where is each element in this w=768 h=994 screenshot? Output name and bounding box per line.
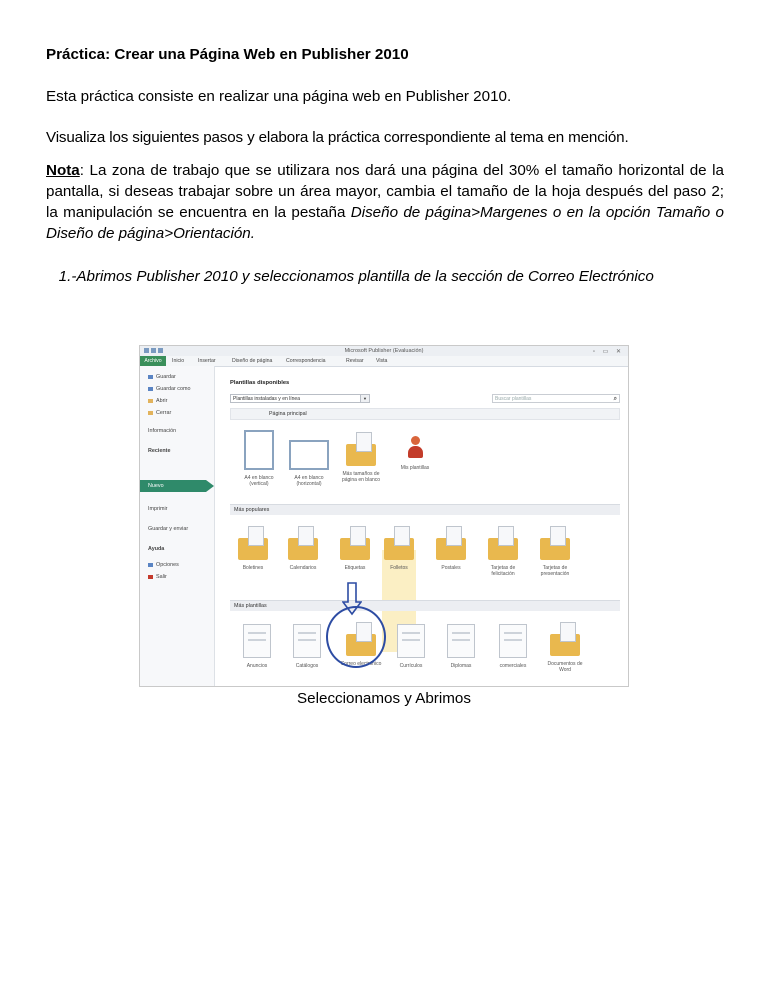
folder-icon bbox=[346, 444, 376, 466]
publisher-screenshot bbox=[139, 345, 629, 687]
intro-paragraph: Esta práctica consiste en realizar una página web en Publisher 2010. bbox=[46, 88, 512, 105]
tile-postales[interactable]: Postales bbox=[428, 524, 474, 571]
save-as-icon bbox=[148, 387, 153, 391]
backstage-sidebar bbox=[140, 366, 215, 687]
note-label: Nota bbox=[46, 162, 80, 179]
blank-portrait-thumbnail bbox=[244, 430, 274, 470]
tile-my-templates[interactable]: Mis plantillas bbox=[392, 430, 438, 471]
sidebar-item-cerrar[interactable]: Cerrar bbox=[148, 410, 171, 416]
tile-catalogos[interactable]: Catálogos bbox=[284, 620, 330, 669]
document-icon bbox=[447, 624, 475, 658]
instructions-paragraph: Visualiza los siguientes pasos y elabora la práctica correspondiente al tema en mención. bbox=[46, 129, 629, 146]
sidebar-item-reciente[interactable]: Reciente bbox=[148, 448, 171, 454]
tile-diplomas[interactable]: Diplomas bbox=[438, 620, 484, 669]
sidebar-item-opciones[interactable]: Opciones bbox=[148, 562, 179, 568]
tab-file[interactable]: Archivo bbox=[140, 356, 166, 366]
folder-icon bbox=[238, 538, 268, 560]
folder-icon bbox=[340, 538, 370, 560]
step-1-text: 1.-Abrimos Publisher 2010 y seleccionamos plantilla de la sección de Correo Electrónico bbox=[58, 268, 654, 285]
tile-curriculos[interactable]: Currículos bbox=[388, 620, 434, 669]
tile-documentos-word[interactable]: Documentos de Word bbox=[542, 620, 588, 673]
sidebar-item-nuevo[interactable]: Nuevo bbox=[140, 480, 206, 492]
tile-folletos[interactable]: Folletos bbox=[376, 524, 422, 571]
sidebar-item-ayuda[interactable]: Ayuda bbox=[148, 546, 165, 552]
sidebar-item-imprimir[interactable]: Imprimir bbox=[148, 506, 168, 512]
tab-inicio[interactable]: Inicio bbox=[172, 358, 185, 364]
templates-header: Plantillas disponibles bbox=[230, 380, 290, 386]
user-icon bbox=[405, 436, 425, 460]
tile-tarjetas-felicitacion[interactable]: Tarjetas de felicitación bbox=[480, 524, 526, 577]
folder-icon bbox=[436, 538, 466, 560]
sidebar-item-guardar-como[interactable]: Guardar como bbox=[148, 386, 190, 392]
sidebar-item-abrir[interactable]: Abrir bbox=[148, 398, 167, 404]
note-paragraph bbox=[46, 160, 724, 244]
document-icon bbox=[243, 624, 271, 658]
tab-revisar[interactable]: Revisar bbox=[346, 358, 364, 364]
blank-landscape-thumbnail bbox=[289, 440, 329, 470]
tile-tarjetas-presentacion[interactable]: Tarjetas de presentación bbox=[532, 524, 578, 577]
tab-correspondencia[interactable]: Correspondencia bbox=[286, 358, 326, 364]
window-controls[interactable]: ▫ ▭ ✕ bbox=[592, 349, 624, 355]
tile-comerciales[interactable]: comerciales bbox=[490, 620, 536, 669]
tile-more-sizes[interactable]: Más tamaños de página en blanco bbox=[338, 430, 384, 483]
note-italic: Diseño de página>Margenes o en la opción Tamaño o Diseño de página>Orientación. bbox=[46, 204, 724, 242]
search-icon[interactable]: ⌕ bbox=[613, 396, 617, 402]
chevron-down-icon: ▼ bbox=[360, 395, 369, 402]
window-title: Microsoft Publisher (Evaluación) bbox=[344, 348, 424, 354]
vertical-scrollbar[interactable] bbox=[628, 404, 629, 684]
close-file-icon bbox=[148, 411, 153, 415]
tile-calendarios[interactable]: Calendarios bbox=[280, 524, 326, 571]
options-icon bbox=[148, 563, 153, 567]
folder-icon bbox=[288, 538, 318, 560]
templates-dropdown[interactable]: Plantillas instaladas y en línea ▼ bbox=[230, 394, 370, 403]
folder-icon bbox=[384, 538, 414, 560]
template-navigation bbox=[230, 408, 620, 420]
sidebar-item-salir[interactable]: Salir bbox=[148, 574, 167, 580]
tab-vista[interactable]: Vista bbox=[376, 358, 388, 364]
note-text: : La zona de trabajo que se utilizara nos dará una página del 30% el tamaño horizontal de la pantalla, si deseas trabajar sobre un área mayor, cambia el tamaño de la hoja después del paso 2; la manipulación se encuentra en la pestaña bbox=[46, 162, 724, 221]
tile-a4-horizontal[interactable]: A4 en blanco (horizontal) bbox=[286, 430, 332, 487]
home-page-link[interactable]: Página principal bbox=[269, 411, 307, 417]
search-templates-input[interactable]: Buscar plantillas ⌕ bbox=[492, 394, 620, 403]
document-icon bbox=[293, 624, 321, 658]
folder-icon bbox=[148, 399, 153, 403]
section-more-templates: Más plantillas bbox=[230, 600, 620, 611]
tab-insertar[interactable]: Insertar bbox=[198, 358, 216, 364]
tile-anuncios[interactable]: Anuncios bbox=[234, 620, 280, 669]
folder-icon bbox=[488, 538, 518, 560]
tile-boletines[interactable]: Boletines bbox=[230, 524, 276, 571]
save-icon bbox=[148, 375, 153, 379]
folder-icon bbox=[550, 634, 580, 656]
sidebar-item-informacion[interactable]: Información bbox=[148, 428, 177, 434]
tile-a4-vertical[interactable]: A4 en blanco (vertical) bbox=[236, 430, 282, 487]
exit-icon bbox=[148, 575, 153, 579]
document-icon bbox=[499, 624, 527, 658]
highlight-circle bbox=[326, 606, 386, 668]
tile-etiquetas[interactable]: Etiquetas bbox=[332, 524, 378, 571]
document-title: Práctica: Crear una Página Web en Publisher 2010 bbox=[46, 46, 409, 63]
sidebar-item-guardar-enviar[interactable]: Guardar y enviar bbox=[148, 526, 189, 532]
tab-diseno[interactable]: Diseño de página bbox=[232, 358, 273, 364]
tile-correo-electronico[interactable]: Correo electrónico bbox=[338, 620, 384, 667]
figure-caption: Seleccionamos y Abrimos bbox=[297, 690, 471, 707]
sidebar-item-guardar[interactable]: Guardar bbox=[148, 374, 176, 380]
document-icon bbox=[397, 624, 425, 658]
section-popular: Más populares bbox=[230, 504, 620, 515]
folder-icon bbox=[540, 538, 570, 560]
